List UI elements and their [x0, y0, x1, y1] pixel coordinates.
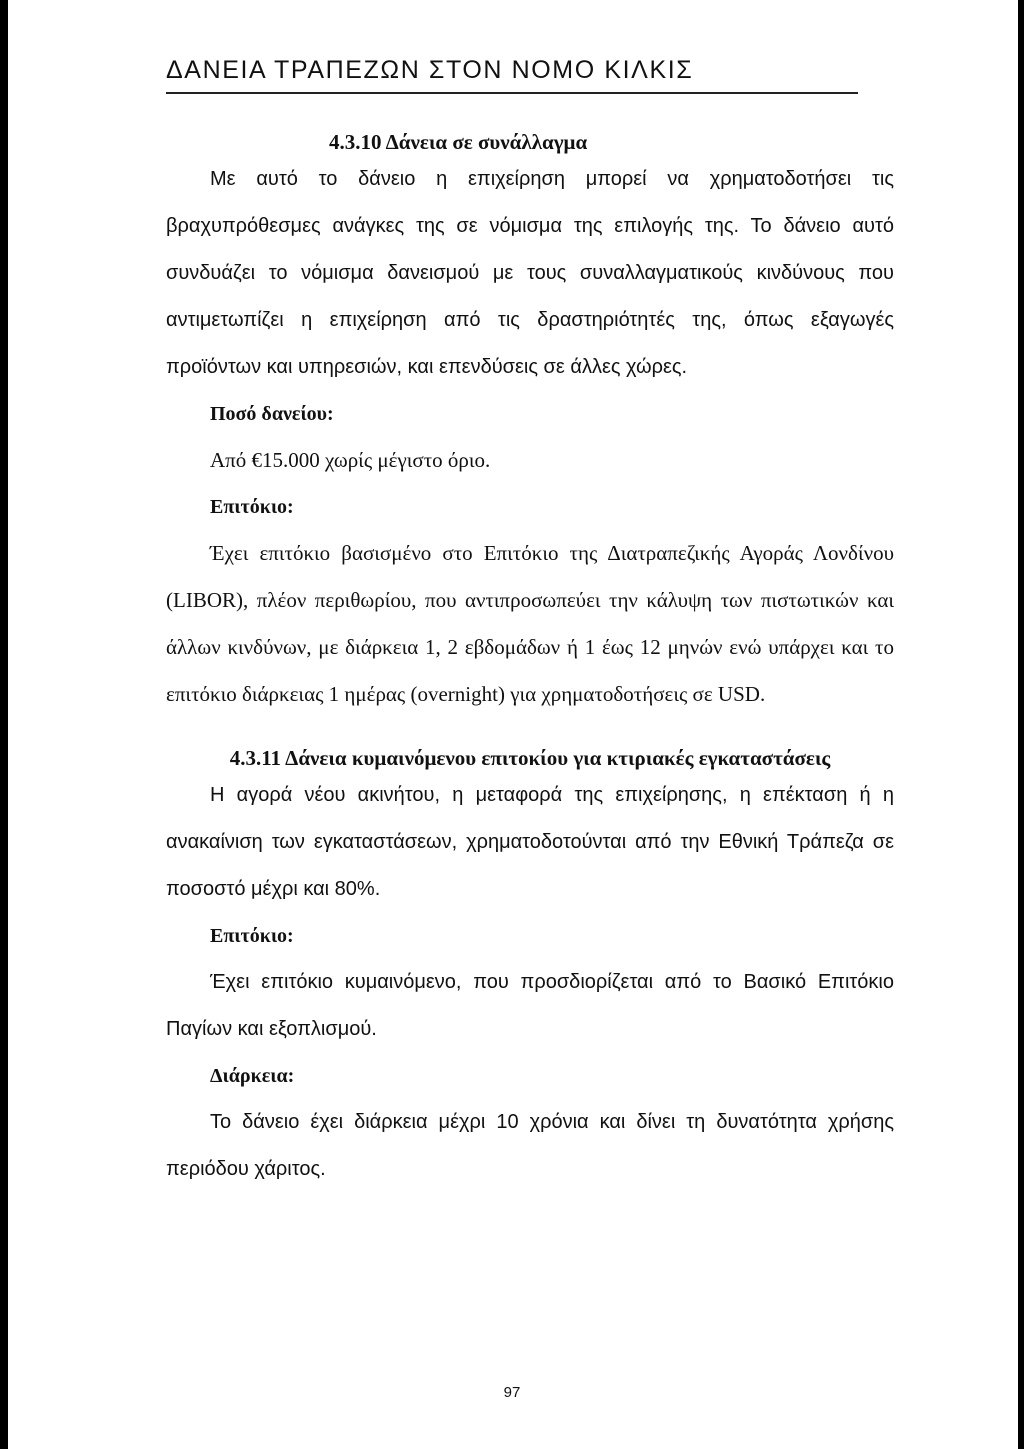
- page-body: [166, 128, 894, 1193]
- interest-rate-label: Επιτόκιο:: [210, 496, 294, 518]
- section-heading: 4.3.10 Δάνεια σε συνάλλαγμα: [329, 130, 588, 154]
- section-intro-paragraph: Η αγορά νέου ακινήτου, η μεταφορά της επιχείρησης, η επέκταση ή η ανακαίνιση των εγκαταστάσεων, χρηματοδοτούνται από την Εθνική Τράπεζα σε ποσοστό μέχρι και 80%.: [166, 784, 894, 900]
- duration-text: Το δάνειο έχει διάρκεια μέχρι 10 χρόνια και δίνει τη δυνατότητα χρήσης περιόδου χάριτος.: [166, 1111, 894, 1180]
- page-number: 97: [503, 1384, 521, 1401]
- header-rule: [166, 92, 858, 94]
- loan-amount-text: Από €15.000 χωρίς μέγιστο όριο.: [210, 448, 491, 472]
- header-title: ΔΑΝΕΙΑ ΤΡΑΠΕΖΩΝ ΣΤΟΝ ΝΟΜΟ ΚΙΛΚΙΣ: [166, 56, 694, 84]
- section-floating-rate-building-loans: [166, 744, 894, 1193]
- section-spacer: [166, 718, 894, 744]
- section-foreign-currency-loans: [166, 128, 894, 718]
- interest-rate-text: Έχει επιτόκιο κυμαινόμενο, που προσδιορίζεται από το Βασικό Επιτόκιο Παγίων και εξοπλισμού.: [166, 971, 894, 1040]
- interest-rate-label: Επιτόκιο:: [210, 925, 294, 947]
- duration-label: Διάρκεια:: [210, 1065, 295, 1087]
- running-header: [166, 52, 858, 94]
- interest-rate-text: Έχει επιτόκιο βασισμένο στο Επιτόκιο της Διατραπεζικής Αγοράς Λονδίνου (LIBOR), πλέον περιθωρίου, που αντιπροσωπεύει την κάλυψη των πιστωτικών και άλλων κινδύνων, με διάρκεια 1, 2 εβδομάδων ή 1 έως 12 μηνών ενώ υπάρχει και το επιτόκιο διάρκειας 1 ημέρας (overnight) για χρηματοδοτήσεις σε USD.: [166, 541, 894, 706]
- loan-amount-label: Ποσό δανείου:: [210, 403, 334, 425]
- section-intro-paragraph: Με αυτό το δάνειο η επιχείρηση μπορεί να χρηματοδοτήσει τις βραχυπρόθεσμες ανάγκες της σε νόμισμα της επιλογής της. Το δάνειο αυτό συνδυάζει το νόμισμα δανεισμού με τους συναλλαγματικούς κινδύνους που αντιμετωπίζει η επιχείρηση από τις δραστηριότητές της, όπως εξαγωγές προϊόντων και υπηρεσιών, και επενδύσεις σε άλλες χώρες.: [166, 168, 894, 378]
- section-heading: 4.3.11 Δάνεια κυμαινόμενου επιτοκίου για κτιριακές εγκαταστάσεις: [229, 746, 831, 770]
